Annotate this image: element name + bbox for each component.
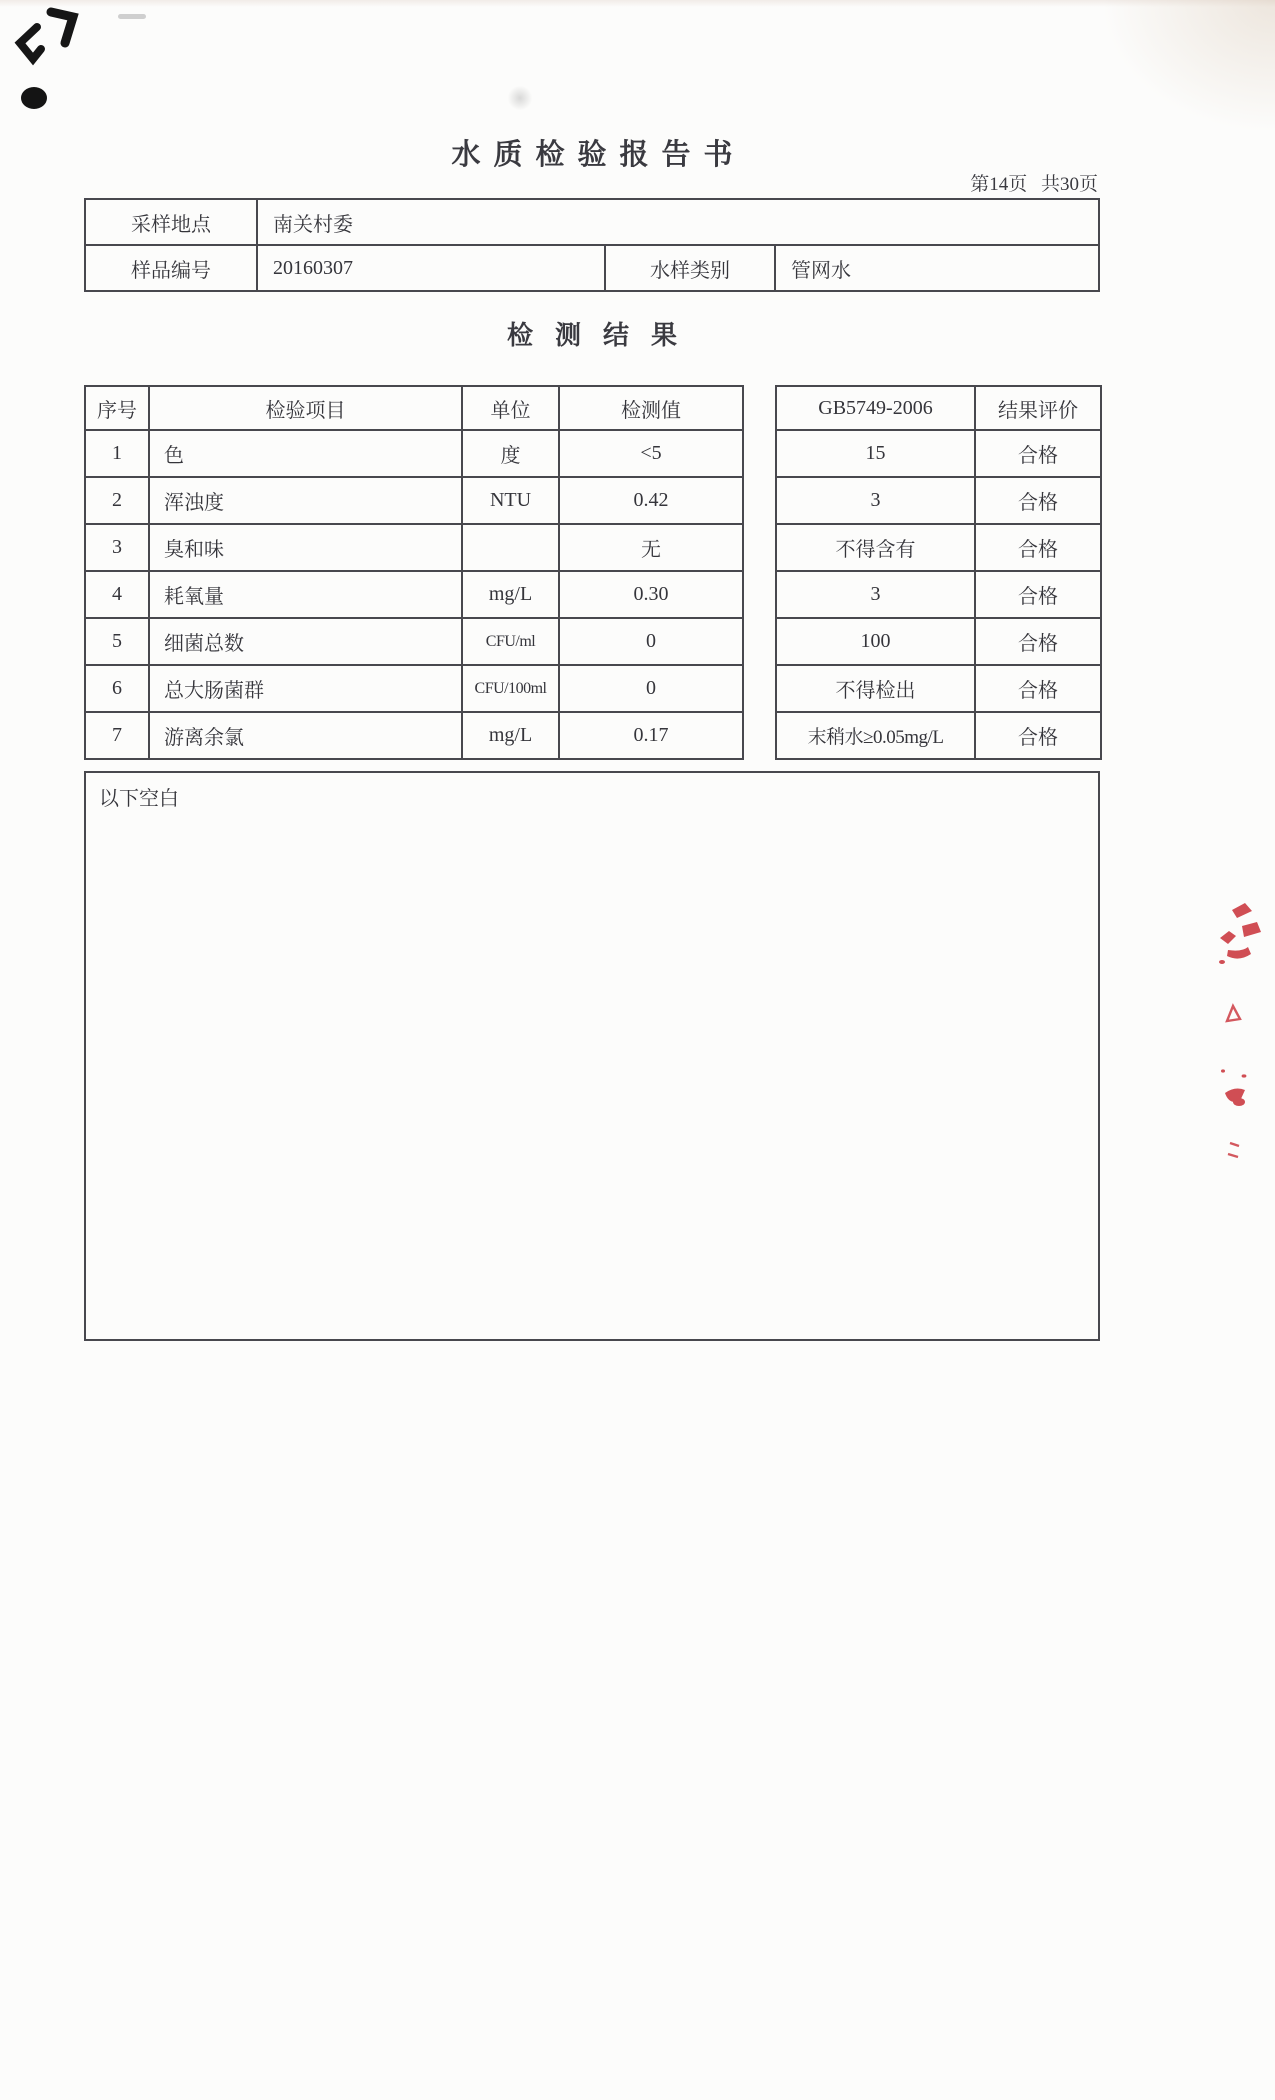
cell-standard: 末稍水≥0.05mg/L [776, 712, 975, 759]
cell-item: 耗氧量 [149, 571, 462, 618]
cell-no: 1 [85, 430, 149, 477]
table-row [85, 199, 1099, 245]
sample-no-label: 样品编号 [85, 245, 257, 291]
col-header-unit: 单位 [462, 386, 559, 430]
results-table-right [775, 385, 1102, 760]
cell-evaluation: 合格 [975, 571, 1101, 618]
cell-unit: CFU/100ml [462, 665, 559, 712]
cell-value: 0.17 [559, 712, 743, 759]
cell-value: 0 [559, 618, 743, 665]
report-title: 水质检验报告书 [451, 139, 746, 171]
cell-standard: 3 [776, 477, 975, 524]
table-row [776, 665, 1101, 712]
cell-unit [462, 524, 559, 571]
cell-no: 2 [85, 477, 149, 524]
table-row [85, 245, 1099, 291]
water-type-value: 管网水 [775, 245, 1099, 291]
blank-area-label: 以下空白 [99, 788, 179, 810]
section-title: 检测结果 [506, 321, 699, 350]
table-row [776, 712, 1101, 759]
cell-no: 4 [85, 571, 149, 618]
sample-info-table [84, 198, 1100, 292]
cell-standard: 不得含有 [776, 524, 975, 571]
cell-item: 色 [149, 430, 462, 477]
cell-evaluation: 合格 [975, 712, 1101, 759]
scan-smudge [118, 14, 146, 19]
table-row [85, 712, 743, 759]
cell-no: 5 [85, 618, 149, 665]
col-header-no: 序号 [85, 386, 149, 430]
cell-evaluation: 合格 [975, 477, 1101, 524]
cell-value: 无 [559, 524, 743, 571]
cell-no: 6 [85, 665, 149, 712]
table-row [85, 430, 743, 477]
cell-no: 7 [85, 712, 149, 759]
table-row [85, 524, 743, 571]
cell-unit: 度 [462, 430, 559, 477]
col-header-item: 检验项目 [149, 386, 462, 430]
results-table-left [84, 385, 744, 760]
cell-evaluation: 合格 [975, 430, 1101, 477]
cell-evaluation: 合格 [975, 665, 1101, 712]
scan-noise-top-edge [0, 0, 1275, 7]
cell-no: 3 [85, 524, 149, 571]
table-row [776, 524, 1101, 571]
page-number: 第14页 共30页 [970, 174, 1098, 195]
table-header-row [85, 386, 743, 430]
cell-value: 0 [559, 665, 743, 712]
black-scanner-marks [6, 2, 96, 122]
table-row [85, 665, 743, 712]
table-row [776, 571, 1101, 618]
cell-item: 臭和味 [149, 524, 462, 571]
table-row [85, 571, 743, 618]
cell-standard: 3 [776, 571, 975, 618]
cell-item: 细菌总数 [149, 618, 462, 665]
sample-location-label: 采样地点 [85, 199, 257, 245]
table-row [776, 477, 1101, 524]
sample-location-value: 南关村委 [257, 199, 1099, 245]
col-header-evaluation: 结果评价 [975, 386, 1101, 430]
cell-unit: mg/L [462, 712, 559, 759]
cell-standard: 15 [776, 430, 975, 477]
cell-item: 游离余氯 [149, 712, 462, 759]
cell-item: 总大肠菌群 [149, 665, 462, 712]
cell-value: 0.42 [559, 477, 743, 524]
table-row [776, 618, 1101, 665]
cell-value: <5 [559, 430, 743, 477]
table-header-row [776, 386, 1101, 430]
scan-noise-top-right [1105, 0, 1275, 130]
cell-unit: mg/L [462, 571, 559, 618]
blank-area-box [84, 771, 1100, 1341]
sample-no-value: 20160307 [257, 245, 605, 291]
water-type-label: 水样类别 [605, 245, 775, 291]
cell-evaluation: 合格 [975, 524, 1101, 571]
cell-item: 浑浊度 [149, 477, 462, 524]
cell-unit: NTU [462, 477, 559, 524]
table-row [85, 477, 743, 524]
col-header-standard: GB5749-2006 [776, 386, 975, 430]
cell-standard: 不得检出 [776, 665, 975, 712]
table-row [776, 430, 1101, 477]
cell-evaluation: 合格 [975, 618, 1101, 665]
cell-value: 0.30 [559, 571, 743, 618]
red-ink-marks [1192, 878, 1275, 1178]
col-header-value: 检测值 [559, 386, 743, 430]
cell-standard: 100 [776, 618, 975, 665]
scan-smudge [507, 86, 533, 110]
table-row [85, 618, 743, 665]
cell-unit: CFU/ml [462, 618, 559, 665]
